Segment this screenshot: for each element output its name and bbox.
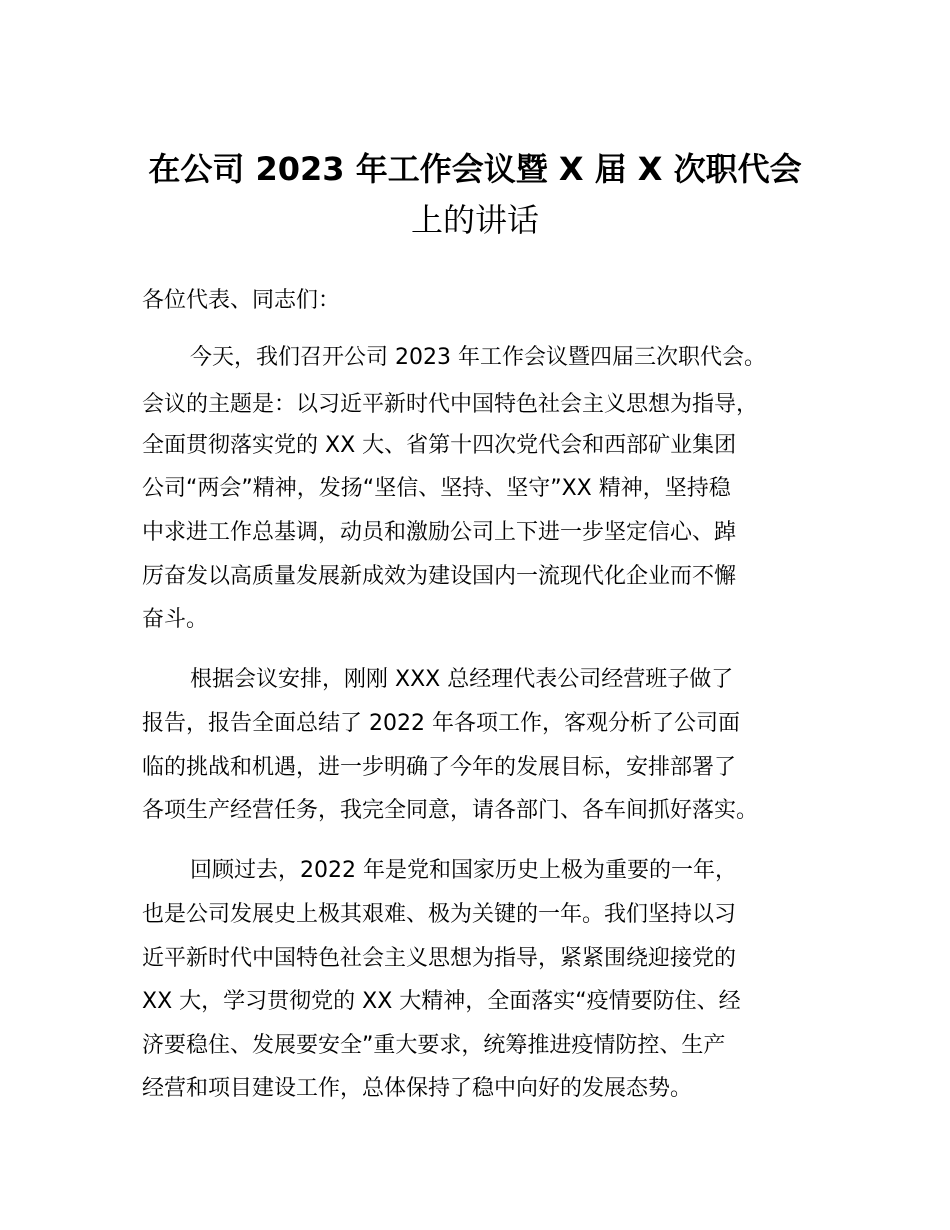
document-title xyxy=(120,144,830,246)
paragraph-1-line-2: 会议的主题是：以习近平新时代中国特色社会主义思想为指导， xyxy=(142,392,759,417)
paragraph-3-line-2: 也是公司发展史上极其艰难、极为关键的一年。我们坚持以习 xyxy=(142,902,737,927)
paragraph-1-line-7: 奋斗。 xyxy=(142,607,209,632)
paragraph-1-line-1: 今天，我们召开公司 2023 年工作会议暨四届三次职代会。 xyxy=(190,345,766,370)
paragraph-3-line-4: XX 大，学习贯彻党的 XX 大精神，全面落实“疫情要防住、经 xyxy=(142,989,741,1014)
paragraph-3-line-6: 经营和项目建设工作，总体保持了稳中向好的发展态势。 xyxy=(142,1076,693,1101)
paragraph-3-line-3: 近平新时代中国特色社会主义思想为指导，紧紧围绕迎接党的 xyxy=(142,946,737,971)
title-line-2: 上的讲话 xyxy=(410,201,539,239)
paragraph-2-line-3: 临的挑战和机遇，进一步明确了今年的发展目标，安排部署了 xyxy=(142,755,737,780)
paragraph-1-line-6: 厉奋发以高质量发展新成效为建设国内一流现代化企业而不懈 xyxy=(142,564,737,589)
paragraph-1-line-4: 公司“两会”精神，发扬“坚信、坚持、坚守”XX 精神，坚持稳 xyxy=(142,476,731,501)
paragraph-1-line-5: 中求进工作总基调，动员和激励公司上下进一步坚定信心、踔 xyxy=(142,520,737,545)
paragraph-3-line-5: 济要稳住、发展要安全”重大要求，统筹推进疫情防控、生产 xyxy=(142,1033,726,1058)
salutation: 各位代表、同志们： xyxy=(142,288,341,313)
paragraph-2-line-2: 报告，报告全面总结了 2022 年各项工作，客观分析了公司面 xyxy=(142,711,740,736)
paragraph-1-line-3: 全面贯彻落实党的 XX 大、省第十四次党代会和西部矿业集团 xyxy=(142,433,737,458)
paragraph-2-line-4: 各项生产经营任务，我完全同意，请各部门、各车间抓好落实。 xyxy=(142,798,759,823)
paragraph-3-line-1: 回顾过去，2022 年是党和国家历史上极为重要的一年， xyxy=(190,858,737,883)
paragraph-2-line-1: 根据会议安排，刚刚 XXX 总经理代表公司经营班子做了 xyxy=(190,667,734,692)
title-line-1: 在公司 2023 年工作会议暨 X 届 X 次职代会 xyxy=(148,150,802,188)
